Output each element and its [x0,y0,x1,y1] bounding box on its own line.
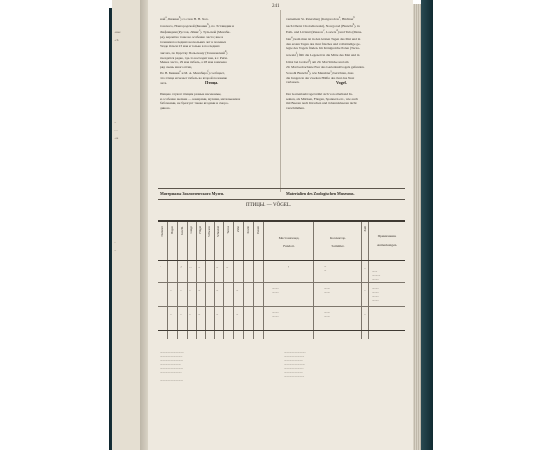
body-text-left: ной$^a$, Бианки$^b$) со слов Н. Н. Хол- тонского, Новгородской (Бианки$^b$), по Эстляндии и Лифляндии (Руссов, Лёвис$^c$). Тульской (Мензби- ра), вероятно тоже не особенно часто; вне в течении последних нескольких лет в полевых Уезде Ольги 23 мая и только в последних числах, по Царству Польскому (Тачановский$^d$) гнездится редко, где-то восходит вне, в г. Риги. Менее часто, 29 мая гибель, а 28 мая замечено ряд очень много птиц. По В. Бианки$^e$ и М. А. Мензбира$^f$) сообщает, что птица исчезает гибель во второй половине лета. [160,15,234,85]
previous-page-edge: ..ные ..ch ... .. .. ..ae .. ... [112,0,141,450]
page-number: 241 [272,4,280,9]
rule-middle [158,199,405,200]
specimen-table: Nummer Bogen Geschl. Länge Flügel Schwanz Schnabel Tarsus Zehe Kralle Datum Zahl Местонахожд. Fundort. Коллектор. Sammler. Примечания. Anmerkungen. · ♂ .. . ... ... ... • ... ... .. ....... ........... ......... .. .. .. ... ... ... ......... ......... ........ ........ .. ......... ......... ......... ......... .. .. .. ... ... ... ......... ......... ........ ........ .. [158,222,405,342]
col-header-collector-ru: Коллектор. [330,236,346,240]
col-header-locality-ru: Местонахожд. [278,236,300,240]
column-divider [280,10,281,192]
table-title: ПТИЦЫ. — VÖGEL. [246,203,292,208]
rule-top [158,188,405,189]
col-header-notes-ru: Примечания. [377,234,397,238]
museum-title-ru: Материалы Зоологического Музея. [160,191,224,196]
col-header-notes-de: Anmerkungen. [376,243,398,247]
museum-title-de: Materialien des Zoologischen Museums. [286,191,355,196]
body-text-right-2: Der Gartenlaubvogel nährt sich von allerhand In- sekten, als Mücken, Fliegen, Spannern etc., wie auch mit Beeren nach Kirschen und Johannisbeeren nicht verschmähen. [286,92,358,110]
col-header-locality-de: Fundort. [283,244,295,248]
body-text-right: vernement St. Petersburg (Kaigorodow$^a$, Büchner$^b$ nach Oberst Cholodkowski), Nowgorod (Bianchi$^b$), in Esth- und Livland (Russow$^c$, Loewis$^d$) und Tula (Mens- bier$^e$) kam man ist in den letzten Tagen des Mai und in den ersten Tagen des Juni frisches und vollständige ge- legte des Vogels finden. Im Königreiche Polen (Tacza- nowski$^f$) fällt die Legezeit in die Mitte des Mai und in Umst bei Grobel$^g$) am 29. Mai Stücke und am 29. Mai beobachtete Eier des Gartenlaubvogels gefunden. Sowohl Bianchi$^h$), wie Mensbier$^i$) berichten, dass die Jungen in der zweiten Hälfte des Juni das Nest verlassen. [286,15,365,85]
col-header-collector-de: Sammler. [331,244,345,248]
section-heading-right: Vogel. [336,80,347,85]
back-cover-edge [421,0,433,450]
body-text-left-2: Пищею служат птицам разные насекомые, и особенно мелкие — комарами, мухами, метельками и бабочками, не брезгует также ягодами и сморо- диною. [160,92,241,110]
book-page: 241 ной$^a$, Бианки$^b$) со слов Н. Н. Хол- тонского, Новгородской (Бианки$^b$), по Эстляндии и Лифляндии (Руссов, Лёвис$^c$). Тульской (Мензби- ра), вероятно тоже не особенно часто; вне в течении последних нескольких лет в полевых Уезде Ольги 23 мая и только в последних числах, по Царству Польскому (Тачановский$^d$) гнездится редко, где-то восходит вне, в г. Риги. Менее часто, 29 мая гибель, а 28 мая замечено ряд очень много птиц. По В. Бианки$^e$ и М. А. Мензбира$^f$) сообщает, что птица исчезает гибель во второй половине лета. vernement St. Petersburg (Kaigorodow$^a$, Büchner$^b$ nach Oberst Cholodkowski), Nowgorod (Bianchi$^b$), in Esth- und Livland (Russow$^c$, Loewis$^d$) und Tula (Mens- bier$^e$) kam man ist in den letzten Tagen des Mai und in den ersten Tagen des Juni frisches und vollständige ge- legte des Vogels finden. Im Königreiche Polen (Tacza- nowski$^f$) fällt die Legezeit in die Mitte des Mai und in Umst bei Grobel$^g$) am 29. Mai Stücke und am 29. Mai beobachtete Eier des Gartenlaubvogels gefunden. Sowohl Bianchi$^h$), wie Mensbier$^i$) berichten, dass die Jungen in der zweiten Hälfte des Juni das Nest verlassen. Птица. Vogel. Пищею служат птицам разные насекомые, и особенно мелкие — комарами, мухами, метельками и бабочками, не брезгует также ягодами и сморо- диною. Der Gartenlaubvogel nährt sich von allerhand In- sekten, als Mücken, Fliegen, Spannern etc., wie auch mit Beeren nach Kirschen und Johannisbeeren nicht verschmähen. Материалы Зоологического Музея. Materialien des Zoologischen Museums. ПТИЦЫ. — VÖGEL. Nummer Bogen Geschl. Länge Flügel Schwanz Schnabel Tarsus Zehe Kralle Datum Zahl Местонахожд. Fundort. Коллектор. Sammler. Примечания. Anmerkungen. · ♂ .. . ... ... ... • ... ... .. ....... ........... ......... .. .. .. ... ... ... ......... ......... ........ ........ .. ......... ......... ......... ......... .. .. .. ... ... ... ......... ......... ........ ........ .. ................................. ............................... ................................ ............................. ................................ .............................. ................................ .............................. ............................ .......................... ............................. ........................... .......................... ............................ [148,0,413,450]
page-block-edges [413,4,421,450]
section-heading-left: Птица. [205,80,219,85]
